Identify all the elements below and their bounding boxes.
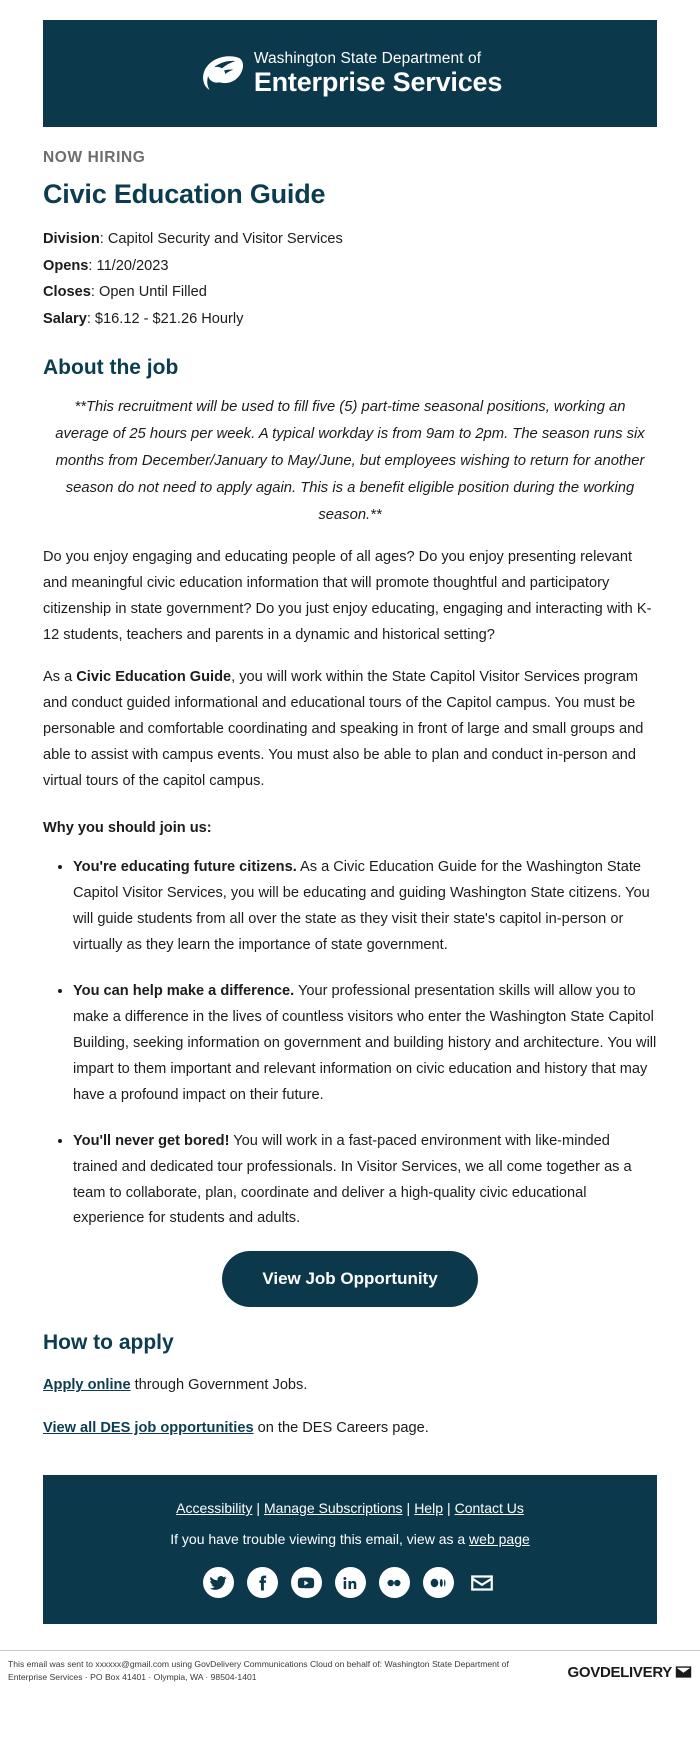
view-all-jobs-line bbox=[43, 1416, 657, 1441]
benefit-lead: You're educating future citizens. bbox=[73, 858, 297, 875]
footer-link-row bbox=[63, 1497, 637, 1519]
main-content bbox=[0, 149, 700, 1441]
govdelivery-wordmark: GOVDELIVERY bbox=[567, 1664, 672, 1682]
list-item bbox=[73, 978, 657, 1109]
benefit-text: Your professional presentation skills will allow you to make a difference in the lives of countless visitors who enter the Washington State Capitol Building, seeking information on government and building history and architecture. You will impart to them important and relevant information on civic education and history that may have a profound impact on their future. bbox=[73, 982, 657, 1103]
about-p2-bold: Civic Education Guide bbox=[76, 668, 232, 685]
apply-online-line bbox=[43, 1373, 657, 1398]
apply-online-link[interactable]: Apply online bbox=[43, 1377, 131, 1394]
view-as-web-page-line bbox=[63, 1531, 637, 1547]
header-banner bbox=[43, 20, 657, 127]
govdelivery-disclaimer bbox=[8, 1658, 509, 1683]
meta-label-closes: Closes bbox=[43, 284, 91, 301]
cta-row bbox=[43, 1251, 657, 1307]
twitter-icon[interactable] bbox=[203, 1567, 234, 1598]
leaf-swoosh-logo-icon bbox=[198, 51, 244, 97]
govdelivery-envelope-icon bbox=[675, 1665, 692, 1679]
meta-row-salary bbox=[43, 306, 657, 333]
email-footer bbox=[43, 1475, 657, 1624]
youtube-icon[interactable] bbox=[291, 1567, 322, 1598]
about-p2-rest: , you will work within the State Capitol Visitor Services program and conduct guided informational and educational tours of the Capitol campus. You must be personable and comfortable coordinating and speaking in front of large and small groups and able to assist with campus events. You must also be able to plan and conduct in-person and virtual tours of the capitol campus. bbox=[43, 668, 644, 789]
how-to-apply-heading: How to apply bbox=[43, 1331, 174, 1355]
view-all-jobs-rest: on the DES Careers page. bbox=[253, 1420, 429, 1437]
footer-link-contact-us[interactable]: Contact Us bbox=[454, 1500, 524, 1517]
about-paragraph-1: Do you enjoy engaging and educating people of all ages? Do you enjoy presenting relevant and meaningful civic education information that will promote thoughtful and participatory citizenship in state government? Do you just enjoy educating, engaging and interacting with K-12 students, teachers and parents in a dynamic and historical setting? bbox=[43, 548, 652, 643]
govdelivery-logo bbox=[568, 1658, 693, 1681]
meta-value-closes: : Open Until Filled bbox=[90, 284, 207, 301]
list-item bbox=[73, 854, 657, 959]
medium-icon[interactable] bbox=[423, 1567, 454, 1598]
about-the-job-heading: About the job bbox=[43, 356, 179, 380]
meta-label-opens: Opens bbox=[43, 257, 89, 274]
facebook-icon[interactable] bbox=[247, 1567, 278, 1598]
benefit-text: You will work in a fast-paced environment with like-minded trained and dedicated tour professionals. In Visitor Services, we all come together as a team to collaborate, plan, coordinate and deliver a high-quality civic educational experience for students and adults. bbox=[73, 1132, 632, 1227]
now-hiring-eyebrow: NOW HIRING bbox=[43, 149, 146, 166]
flickr-icon[interactable] bbox=[379, 1567, 410, 1598]
meta-row-closes bbox=[43, 279, 657, 306]
agency-logo bbox=[198, 51, 502, 97]
footer-separator: | bbox=[406, 1500, 411, 1517]
logo-line-1: Washington State Department of bbox=[253, 50, 482, 68]
meta-row-opens bbox=[43, 253, 657, 280]
benefit-lead: You'll never get bored! bbox=[73, 1132, 230, 1149]
footer-link-accessibility[interactable]: Accessibility bbox=[176, 1500, 253, 1517]
meta-label-division: Division bbox=[43, 231, 100, 247]
view-all-des-jobs-link[interactable]: View all DES job opportunities bbox=[43, 1420, 254, 1437]
about-p2-prefix: As a bbox=[43, 668, 77, 685]
social-icon-row bbox=[63, 1567, 637, 1598]
meta-value-salary: : $16.12 - $21.26 Hourly bbox=[86, 310, 244, 327]
email-body bbox=[0, 20, 700, 1692]
web-page-link[interactable]: web page bbox=[469, 1531, 530, 1548]
govdelivery-line-2: Enterprise Services · PO Box 41401 · Olympia, WA · 98504-1401 bbox=[8, 1671, 257, 1682]
footer-link-help[interactable]: Help bbox=[414, 1500, 443, 1517]
meta-label-salary: Salary bbox=[43, 310, 87, 327]
apply-online-rest: through Government Jobs. bbox=[130, 1377, 308, 1394]
recruitment-note: **This recruitment will be used to fill five (5) part-time seasonal positions, working an average of 25 hours per week. A typical workday is from 9am to 2pm. The season runs six months from December/January to May/June, but employees wishing to return for another season do not need to apply again. This is a benefit eligible position during the working season.** bbox=[55, 399, 645, 523]
trouble-viewing-text: If you have trouble viewing this email, view as a bbox=[170, 1531, 470, 1548]
footer-link-manage-subscriptions[interactable]: Manage Subscriptions bbox=[264, 1500, 403, 1517]
why-join-subhead: Why you should join us: bbox=[43, 819, 212, 836]
govdelivery-bar bbox=[0, 1650, 700, 1692]
benefits-list bbox=[43, 854, 657, 1233]
meta-value-division: : Capitol Security and Visitor Services bbox=[99, 231, 343, 247]
benefit-lead: You can help make a difference. bbox=[73, 982, 295, 999]
meta-row-division bbox=[43, 226, 657, 253]
email-icon[interactable] bbox=[467, 1567, 498, 1598]
view-job-opportunity-button[interactable]: View Job Opportunity bbox=[222, 1251, 477, 1307]
benefit-text: As a Civic Education Guide for the Washington State Capitol Visitor Services, you will be educating and guiding Washington State citizens. You will guide students from all over the state as they visit their state's capitol in-person or virtually as they learn the importance of state government. bbox=[73, 858, 650, 953]
footer-separator: | bbox=[256, 1500, 261, 1517]
list-item bbox=[73, 1128, 657, 1233]
linkedin-icon[interactable] bbox=[335, 1567, 366, 1598]
govdelivery-line-1: This email was sent to xxxxxx@gmail.com using GovDelivery Communications Cloud on behalf of: Washington State Department of bbox=[8, 1659, 509, 1670]
job-meta bbox=[43, 226, 657, 332]
page-title: Civic Education Guide bbox=[43, 179, 326, 209]
logo-line-2: Enterprise Services bbox=[253, 66, 503, 97]
about-paragraph-2 bbox=[43, 665, 657, 795]
footer-separator: | bbox=[446, 1500, 451, 1517]
meta-value-opens: : 11/20/2023 bbox=[88, 257, 169, 274]
